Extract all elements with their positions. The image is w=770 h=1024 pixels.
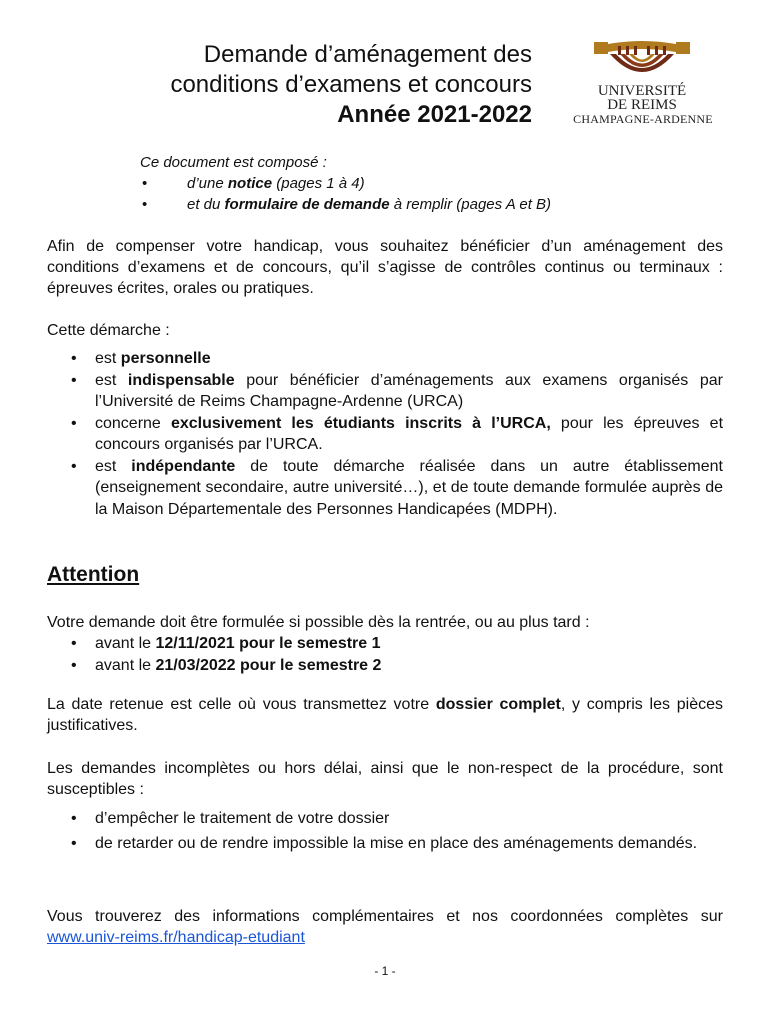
date-note: La date retenue est celle où vous transmettez votre dossier complet, y compris les pièces justificatives. xyxy=(47,696,723,734)
logo-line-2: DE REIMS xyxy=(607,97,677,113)
list-item: • est indispensable pour bénéficier d’aménagements aux examens organisés par l’Université de Reims Champagne-Ardenne (URCA) xyxy=(47,370,723,413)
approach-intro: Cette démarche : xyxy=(47,322,170,339)
logo-line-1: UNIVERSITÉ xyxy=(597,83,687,99)
list-item: • d’empêcher le traitement de votre dossier xyxy=(47,806,723,831)
title-line-2: conditions d’examens et concours xyxy=(170,71,532,98)
intro-paragraph: Afin de compenser votre handicap, vous souhaitez bénéficier d’un aménagement des conditions d’examens et de concours, qu’il s’agisse de contrôles continus ou terminaux : épreuves écrites, orales ou pratiques. xyxy=(47,238,723,297)
document-title xyxy=(170,40,532,130)
university-emblem-icon xyxy=(594,40,690,82)
incomplete-requests-intro: Les demandes incomplètes ou hors délai, ainsi que le non-respect de la procédure, sont susceptibles : xyxy=(47,760,723,798)
document-composition xyxy=(140,152,551,215)
deadline-intro: Votre demande doit être formulée si possible dès la rentrée, ou au plus tard : xyxy=(47,614,590,631)
handicap-info-link[interactable]: www.univ-reims.fr/handicap-etudiant xyxy=(47,929,305,946)
title-line-1: Demande d’aménagement des xyxy=(203,41,532,68)
deadline-list xyxy=(47,633,723,677)
attention-heading: Attention xyxy=(47,563,140,586)
approach-list xyxy=(47,348,723,520)
list-item: • avant le 12/11/2021 pour le semestre 1 xyxy=(47,633,723,655)
title-year: Année 2021-2022 xyxy=(337,101,532,128)
list-item: • avant le 21/03/2022 pour le semestre 2 xyxy=(47,655,723,677)
consequences-list xyxy=(47,806,723,856)
list-item: • est indépendante de toute démarche réalisée dans un autre établissement (enseignement secondaire, autre université…), et de toute demande formulée auprès de la Maison Départementale des Personnes Handicapées (MDPH). xyxy=(47,456,723,521)
list-item: • concerne exclusivement les étudiants inscrits à l’URCA, pour les épreuves et concours organisés par l’URCA. xyxy=(47,413,723,456)
page-number: - 1 - xyxy=(374,964,396,978)
composition-intro: Ce document est composé : xyxy=(140,154,327,171)
list-item: • de retarder ou de rendre impossible la mise en place des aménagements demandés. xyxy=(47,831,723,856)
contact-paragraph: Vous trouverez des informations complémentaires et nos coordonnées complètes sur www.univ-reims.fr/handicap-etudiant xyxy=(47,908,723,946)
composition-item: • et du formulaire de demande à remplir (pages A et B) xyxy=(140,194,551,215)
logo-line-3: CHAMPAGNE-ARDENNE xyxy=(573,112,713,126)
composition-item: • d’une notice (pages 1 à 4) xyxy=(140,173,551,194)
list-item: • est personnelle xyxy=(47,348,723,370)
university-logo xyxy=(564,40,734,130)
